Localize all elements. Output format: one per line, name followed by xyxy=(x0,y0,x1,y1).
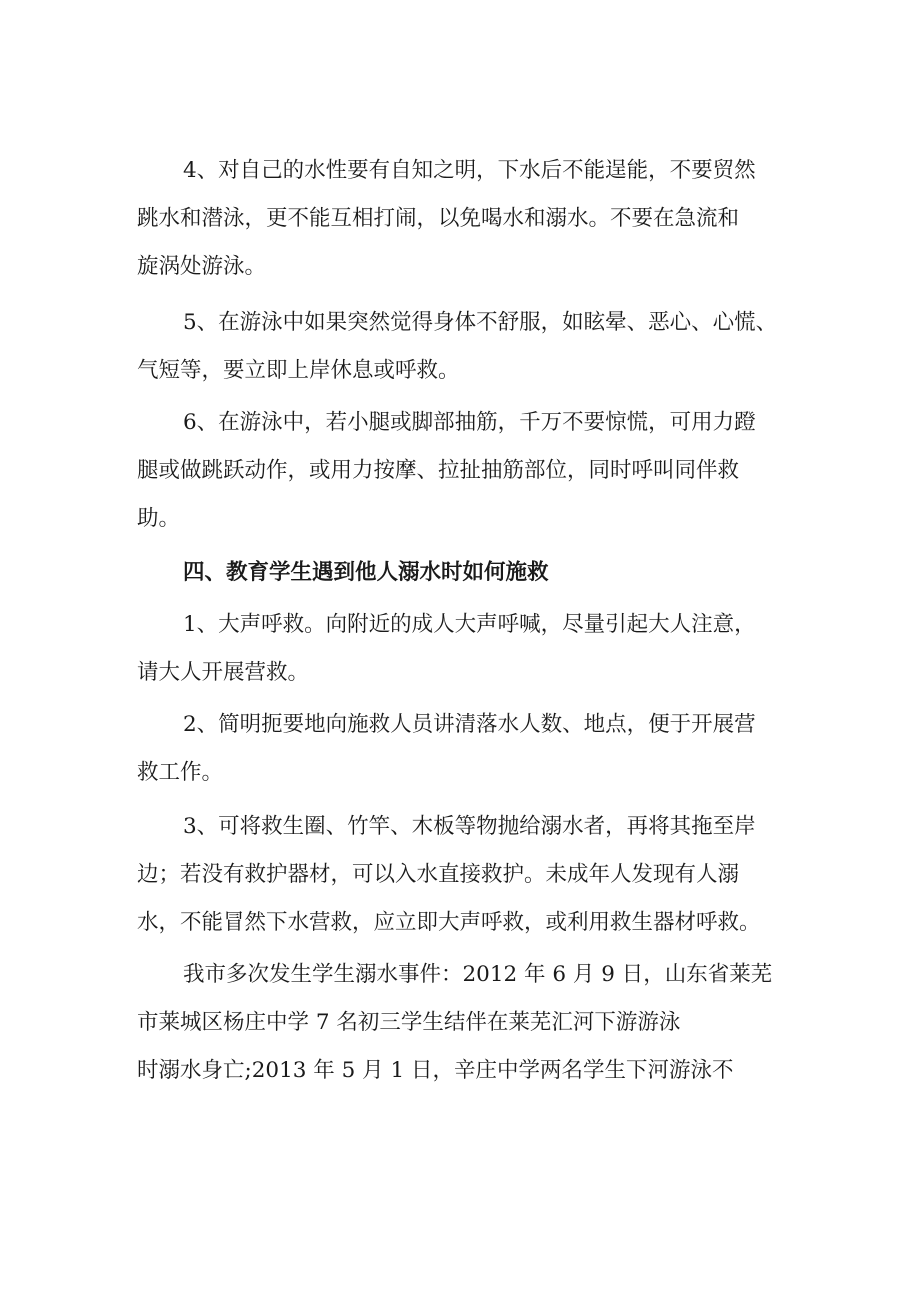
incident-paragraph-line-3: 时溺水身亡;2013 年 5 月 1 日，辛庄中学两名学生下河游泳不 xyxy=(137,1058,734,1083)
paragraph-4-line-1: 4、对自己的水性要有自知之明，下水后不能逞能，不要贸然 xyxy=(183,158,756,183)
paragraph-6-line-3: 助。 xyxy=(137,506,181,531)
rescue-item-2-line-2: 救工作。 xyxy=(137,760,224,785)
paragraph-5-line-1: 5、在游泳中如果突然觉得身体不舒服，如眩晕、恶心、心慌、 xyxy=(183,310,778,335)
paragraph-6-line-2: 腿或做跳跃动作，或用力按摩、拉扯抽筋部位，同时呼叫同伴救 xyxy=(137,458,740,483)
paragraph-5-line-2: 气短等，要立即上岸休息或呼救。 xyxy=(137,358,460,383)
rescue-item-3-line-2: 边；若没有救护器材，可以入水直接救护。未成年人发现有人溺 xyxy=(137,862,740,887)
incident-paragraph-line-2: 市莱城区杨庄中学 7 名初三学生结伴在莱芜汇河下游游泳 xyxy=(137,1010,681,1035)
paragraph-4-line-3: 旋涡处游泳。 xyxy=(137,254,267,279)
rescue-item-3-line-3: 水，不能冒然下水营救，应立即大声呼救，或利用救生器材呼救。 xyxy=(137,910,761,935)
paragraph-4-line-2: 跳水和潜泳，更不能互相打闹，以免喝水和溺水。不要在急流和 xyxy=(137,206,740,231)
rescue-item-1-line-2: 请大人开展营救。 xyxy=(137,660,310,685)
paragraph-6-line-1: 6、在游泳中，若小腿或脚部抽筋，千万不要惊慌，可用力蹬 xyxy=(183,410,756,435)
rescue-item-1-line-1: 1、大声呼救。向附近的成人大声呼喊，尽量引起大人注意， xyxy=(183,612,756,637)
rescue-item-2-line-1: 2、简明扼要地向施救人员讲清落水人数、地点，便于开展营 xyxy=(183,712,756,737)
section-heading: 四、教育学生遇到他人溺水时如何施救 xyxy=(183,560,549,585)
rescue-item-3-line-1: 3、可将救生圈、竹竿、木板等物抛给溺水者，再将其拖至岸 xyxy=(183,814,756,839)
incident-paragraph-line-1: 我市多次发生学生溺水事件：2012 年 6 月 9 日，山东省莱芜 xyxy=(183,962,773,987)
